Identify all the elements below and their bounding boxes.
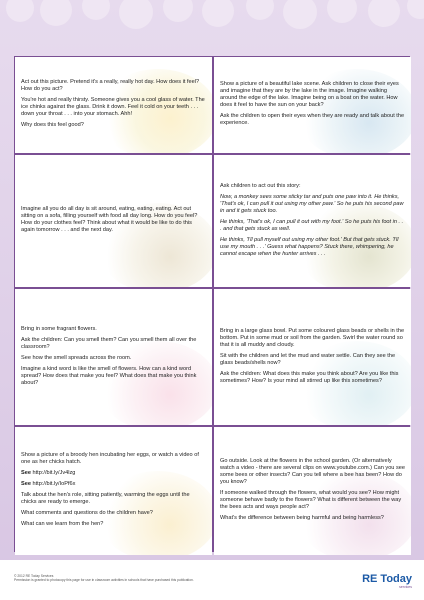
scalloped-header-decoration	[0, 0, 424, 30]
card-glass-bowl	[214, 289, 411, 425]
video-link[interactable]: http://bit.ly/IoPf6x	[32, 481, 76, 487]
card-go-outside-flowers	[214, 427, 411, 555]
logo-today: Today	[380, 573, 412, 585]
footer-legal	[14, 574, 274, 583]
card-fragrant-flowers	[15, 289, 212, 425]
card-text: Bring in a large glass bowl. Put some coloured glass beads or shells in the bottom. Put in some mud or soil from the garden. Swirl the water round so that it is all muddy and cloudy.	[220, 327, 405, 348]
activity-card-grid	[14, 56, 410, 552]
card-monkey-story	[214, 155, 411, 287]
card-text: Ask the children: What does this make you think about? Are you like this sometimes? How? Is your mind all stirred up like this sometimes?	[220, 370, 399, 384]
card-text: Show a picture of a beautiful lake scene. Ask children to close their eyes and imagine that they are by the lake in the image. Imagine walking around the edge of the lake. Imagine being on a boat on the water. How does it feel to have the sun on your back?	[220, 81, 399, 108]
copyright-text: © 2012 RE Today Services	[14, 574, 54, 578]
card-sit-around-all-day	[15, 155, 212, 287]
permission-text: Permission is granted to photocopy this page for use in classroom activities in schools that have purchased this publication.	[14, 578, 194, 583]
card-broody-hen	[15, 427, 212, 555]
card-text: Go outside. Look at the flowers in the school garden. (Or alternatively watch a video - there are several clips on www.youtube.com.) Can you see some bees or other insects? Can you tell where a bee has been? How do you know?	[220, 458, 405, 485]
card-text: See how the smell spreads across the room.	[21, 354, 132, 361]
card-text: Imagine all you do all day is sit around, eating, eating, eating. Act out sitting on a sofa, filling yourself with food all day long. How do you feel? How do your clothes feel? Think about what it would be like to do this again tomorrow . . . and the next day.	[21, 206, 198, 233]
card-text: Imagine a kind word is like the smell of flowers. How can a kind word spread? How does that make you feel? What does that make you think about?	[21, 365, 197, 386]
re-today-logo	[360, 574, 412, 592]
video-link[interactable]: http://bit.ly/Jv4lzg	[32, 470, 76, 476]
card-lake-scene	[214, 57, 411, 153]
card-text: If someone walked through the flowers, what would you see? How might someone behave badly to the flowers? What is different between the way the bees acts and ways people act?	[220, 490, 402, 510]
card-text: Show a picture of a broody hen incubating her eggs, or watch a video of one as her chicks hatch.	[21, 452, 199, 465]
card-text: Why does this feel good?	[21, 122, 84, 128]
card-text: What can we learn from the hen?	[21, 521, 104, 527]
card-text: Ask the children to open their eyes when they are ready and talk about the experience.	[220, 113, 405, 126]
video-link-line	[21, 470, 206, 477]
story-text: Now, a monkey sees some sticky tar and puts one paw into it. He thinks, 'That's ok, I can pull it out using my other paw.' So he puts his second paw in and it gets stuck too.	[220, 193, 404, 214]
card-text: What's the difference between being harmful and being harmless?	[220, 515, 384, 521]
card-act-out-hot-day	[15, 57, 212, 153]
logo-subtitle: services	[399, 585, 412, 589]
story-text: He thinks, 'I'll pull myself out using my other foot.' But that gets stuck. 'I'll use my mouth . . .' Guess what happens? Stuck there, whimpering, he cannot escape when the hunter arrives . . .	[220, 236, 399, 257]
card-text: You're hot and really thirsty. Someone gives you a cool glass of water. The ice chinks against the glass. Drink it down. Feel it cold on your teeth . . . down your throat . . . into your stomach. Ahh!	[21, 97, 205, 117]
card-text: Act out this picture. Pretend it's a really, really hot day. How does it feel? How do you act?	[21, 79, 200, 92]
card-text: Ask the children: Can you smell them? Can you smell them all over the classroom?	[21, 336, 197, 350]
card-text: What comments and questions do the children have?	[21, 510, 153, 516]
link-prefix: See	[21, 481, 31, 487]
card-text: Ask children to act out this story:	[220, 182, 301, 189]
card-text: Talk about the hen's role, sitting patiently, warming the eggs until the chicks are ready to emerge.	[21, 492, 190, 505]
video-link-line	[21, 481, 206, 488]
logo-wordmark	[360, 574, 412, 585]
card-text: Bring in some fragrant flowers.	[21, 325, 97, 332]
link-prefix: See	[21, 470, 31, 476]
card-text: Sit with the children and let the mud and water settle. Can they see the glass beads/shells now?	[220, 352, 396, 366]
logo-re: RE	[362, 573, 378, 585]
story-text: He thinks, 'That's ok, I can pull it out with my foot.' So he puts his foot in . . . and that gets stuck as well.	[220, 218, 404, 232]
